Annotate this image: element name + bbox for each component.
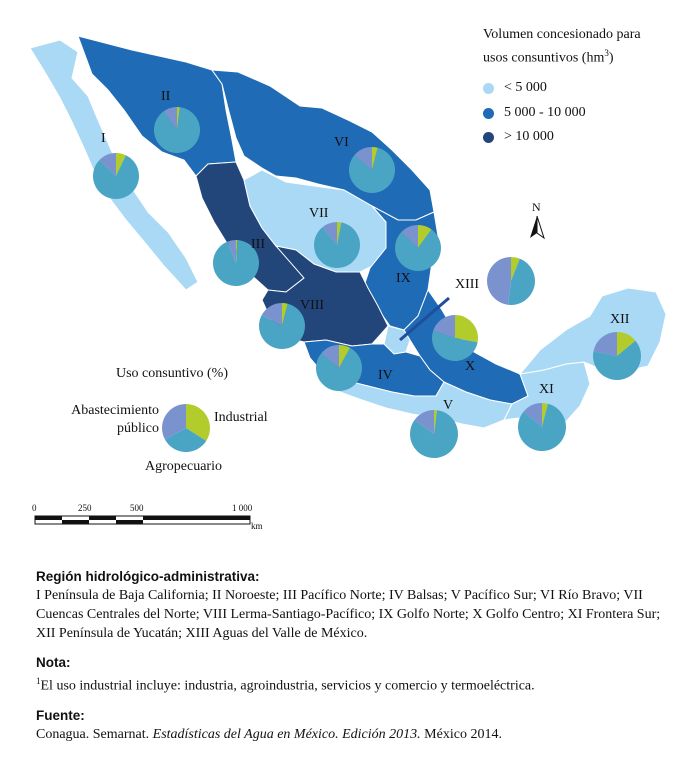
north-arrow-icon (530, 216, 544, 238)
notes-fuente-heading: Fuente: (36, 708, 85, 723)
pie-region-XI (518, 403, 566, 451)
legend-label-mid: 5 000 - 10 000 (504, 105, 586, 120)
pie-region-XIII-slice-abastecimiento (487, 257, 511, 305)
legend-swatch-low (483, 83, 494, 94)
notes-nota-heading: Nota: (36, 655, 71, 670)
pie-region-IV (316, 345, 362, 391)
scale-tick-250: 250 (78, 503, 92, 513)
pie-legend-industrial: Industrial (214, 410, 268, 425)
notes-nota-sup: 1 (36, 676, 41, 686)
pie-region-I (93, 153, 139, 199)
north-label: N (532, 200, 541, 214)
notes-regions (36, 567, 666, 643)
region-label-XIII: XIII (455, 277, 480, 292)
notes-fuente-italic: Estadísticas del Agua en México. Edición 2013. (152, 727, 421, 742)
legend-item-high (483, 129, 554, 145)
region-label-XII: XII (610, 312, 630, 327)
pie-legend-abastecimiento-line2: público (117, 421, 159, 436)
region-label-IX: IX (396, 271, 411, 286)
region-XII-shape (520, 288, 666, 374)
legend-title-line2: usos consuntivos (hm (483, 50, 605, 66)
pie-legend-abastecimiento-line1: Abastecimiento (71, 403, 159, 418)
pie-legend-sample (162, 404, 210, 452)
legend-title (483, 26, 698, 68)
scale-tick-0: 0 (32, 503, 37, 513)
legend-title-end: ) (608, 50, 614, 66)
notes-fuente-start: Conagua. Semarnat. (36, 727, 153, 742)
notes-nota-text: El uso industrial incluye: industria, agroindustria, servicios y comercio y termoeléctrica. (40, 678, 535, 694)
legend-swatch-mid (483, 108, 494, 119)
pie-legend-abastecimiento (59, 403, 159, 437)
pie-region-X-slice-industrial (455, 315, 478, 342)
legend-label-high: > 10 000 (504, 129, 554, 144)
scale-unit: km (251, 521, 263, 531)
legend-item-mid (483, 105, 586, 121)
scale-bar (35, 516, 250, 524)
pie-region-XII (593, 332, 641, 380)
pie-region-VIII (259, 303, 305, 349)
scale-tick-1000: 1 000 (232, 503, 253, 513)
region-label-X: X (465, 359, 476, 374)
region-label-VIII: VIII (300, 298, 325, 313)
legend-title-line1: Volumen concesionado para (483, 27, 641, 42)
notes-fuente-end: México 2014. (420, 727, 502, 742)
pie-region-VI (349, 147, 395, 193)
region-label-IV: IV (378, 368, 393, 383)
region-label-VI: VI (334, 135, 349, 150)
notes-fuente (36, 706, 666, 744)
scale-tick-500: 500 (130, 503, 144, 513)
pie-region-V (410, 410, 458, 458)
pie-legend-agropecuario: Agropecuario (145, 459, 222, 474)
pie-region-II (154, 107, 200, 153)
legend-title-sup: 3 (604, 48, 609, 58)
pie-region-VII (314, 222, 360, 268)
legend-label-low: < 5 000 (504, 80, 547, 95)
pie-region-IX (395, 225, 441, 271)
pie-legend-title: Uso consuntivo (%) (116, 366, 228, 381)
legend-swatch-high (483, 132, 494, 143)
legend-item-low (483, 80, 547, 96)
notes-region-text: I Península de Baja California; II Noroeste; III Pacífico Norte; IV Balsas; V Pacífico Sur; VI Río Bravo; VII Cuencas Centrales del Norte; VIII Lerma-Santiago-Pacífico; IX Golfo Norte; X Golfo Centro; XI Frontera Sur; XII Península de Yucatán; XIII Aguas del Valle de México. (36, 588, 661, 641)
region-label-II: II (161, 89, 171, 104)
notes-region-heading: Región hidrológico-administrativa: (36, 569, 260, 584)
region-label-VII: VII (309, 206, 329, 221)
region-label-V: V (443, 398, 454, 413)
pie-region-XIII (487, 257, 535, 305)
region-label-XI: XI (539, 382, 554, 397)
pie-region-X (432, 315, 478, 361)
notes-nota (36, 653, 666, 696)
region-label-III: III (251, 237, 265, 252)
region-label-I: I (101, 131, 106, 146)
